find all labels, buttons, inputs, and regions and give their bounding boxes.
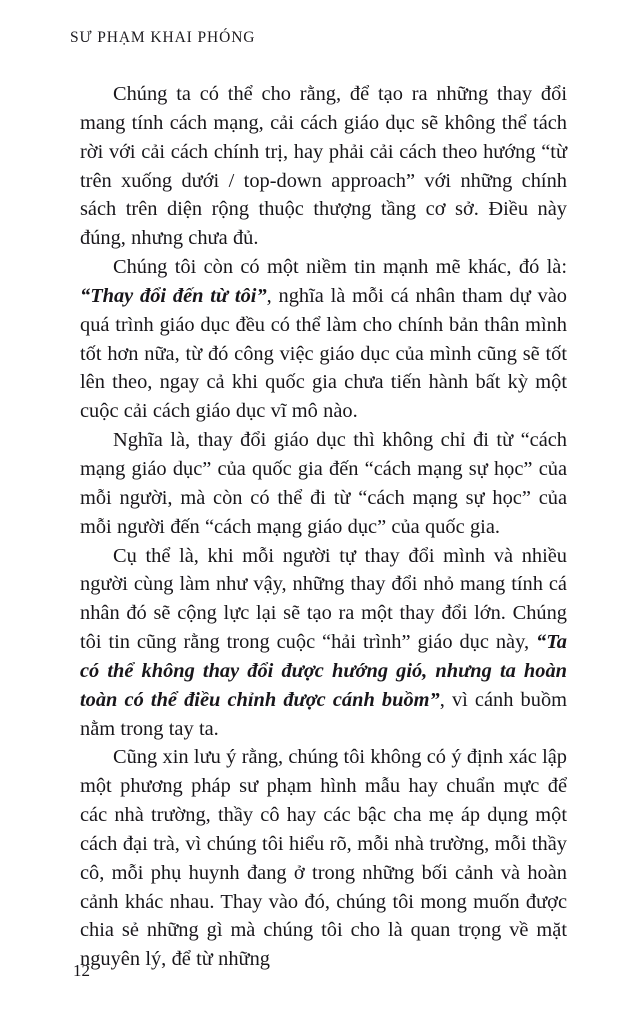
text-run: , vì cánh buồm nằm trong tay ta. — [80, 688, 568, 740]
paragraph — [80, 426, 567, 541]
body-text-block — [80, 80, 567, 974]
page-number: 12 — [73, 961, 90, 980]
running-head: SƯ PHẠM KHAI PHÓNG — [70, 29, 256, 46]
text-run: Cụ thể là, khi mỗi người tự thay đổi mình và nhiều người cùng làm như vậy, những thay đổi nhỏ mang tính cá nhân đó sẽ cộng lực lại sẽ tạo ra một thay đổi lớn. Chúng tôi tin cũng rằng trong cuộc “hải trình” giáo dục này, — [80, 544, 567, 654]
text-run: , nghĩa là mỗi cá nhân tham dự vào quá trình giáo dục đều có thể làm cho chính bản thân mình tốt hơn nữa, từ đó công việc giáo dục của mình cũng sẽ tốt lên theo, ngay cả khi quốc gia chưa tiến hành bất kỳ một cuộc cải cách giáo dục vĩ mô nào. — [80, 284, 567, 423]
text-run: Nghĩa là, thay đổi giáo dục thì không chỉ đi từ “cách mạng giáo dục” của quốc gia đến “cách mạng sự học” của mỗi người, mà còn có thể đi từ “cách mạng sự học” của mỗi người đến “cách mạng giáo dục” của quốc gia. — [80, 429, 567, 538]
paragraph — [80, 80, 567, 253]
emphasis-run: “Ta có thể không thay đổi được hướng gió, nhưng ta hoàn toàn có thể điều chỉnh được cánh buồm” — [80, 631, 567, 711]
paragraph — [80, 542, 567, 744]
emphasis-run: “Thay đổi đến từ tôi” — [80, 284, 267, 307]
paragraph — [80, 743, 567, 974]
text-run: Chúng tôi còn có một niềm tin mạnh mẽ khác, đó là: — [113, 256, 567, 279]
paragraph — [80, 253, 567, 426]
text-run: Chúng ta có thể cho rằng, để tạo ra những thay đổi mang tính cách mạng, cải cách giáo dục sẽ không thể tách rời với cải cách chính trị, hay phải cải cách theo hướng “từ trên xuống dưới / top-down approach” với những chính sách trên diện rộng thuộc thượng tầng cơ sở. Điều này đúng, nhưng chưa đủ. — [80, 83, 567, 250]
text-run: Cũng xin lưu ý rằng, chúng tôi không có ý định xác lập một phương pháp sư phạm hình mẫu hay chuẩn mực để các nhà trường, thầy cô hay các bậc cha mẹ áp dụng một cách đại trà, vì chúng tôi hiểu rõ, mỗi nhà trường, mỗi thầy cô, mỗi phụ huynh đang ở trong những bối cảnh và hoàn cảnh khác nhau. Thay vào đó, chúng tôi mong muốn được chia sẻ những gì mà chúng tôi cho là quan trọng về mặt nguyên lý, để từ những — [80, 746, 567, 971]
